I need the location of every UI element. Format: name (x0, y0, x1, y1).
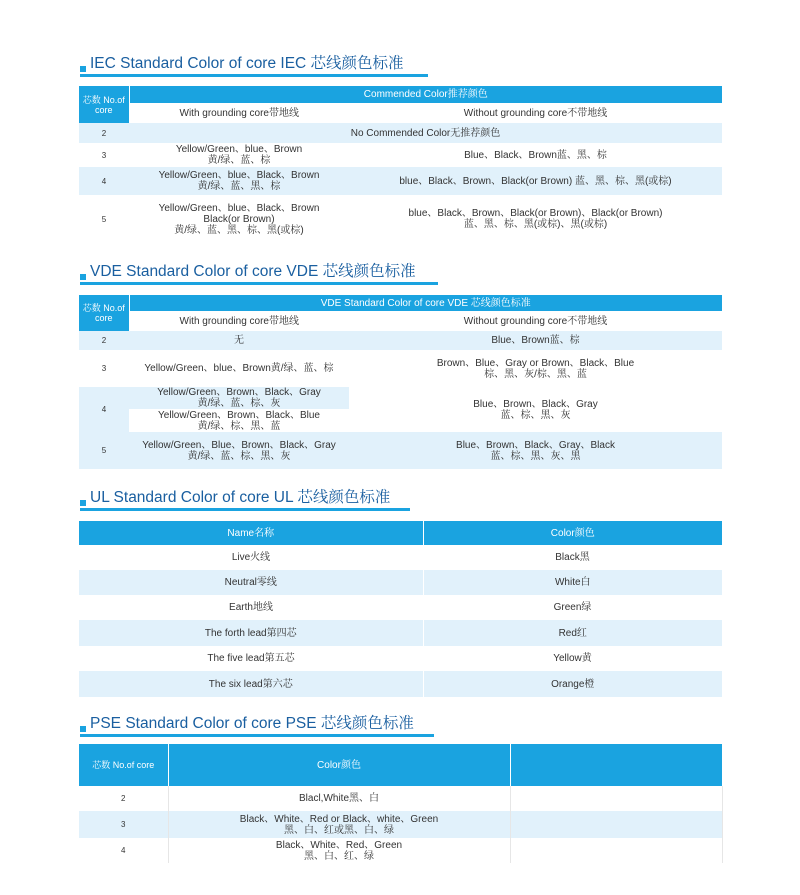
header-name: Name名称 (79, 521, 423, 545)
header-color: Color颜色 (423, 521, 722, 545)
header-core-count: 芯数 No.of core (79, 744, 168, 786)
core-count: 3 (79, 811, 168, 838)
with-grounding-cell: Yellow/Green、Brown、Black、Blue 黄/绿、棕、黑、蓝 (129, 409, 349, 432)
without-grounding-cell: Blue、Brown、Black、Gray 蓝、棕、黑、灰 (349, 387, 722, 432)
lead-color-cell: Orange橙 (423, 671, 722, 697)
lead-name-cell: The five lead第五芯 (79, 646, 423, 671)
without-grounding-cell: Blue、Brown、Black、Gray、Black 蓝、棕、黑、灰、黑 (349, 432, 722, 469)
vde-table (79, 295, 722, 469)
ul-section-title: UL Standard Color of core UL 芯线颜色标准 (80, 481, 390, 507)
core-count: 4 (79, 838, 168, 863)
without-grounding-cell: Blue、Brown蓝、棕 (349, 331, 722, 350)
core-count: 3 (79, 350, 129, 387)
header-with-grounding: With grounding core带地线 (129, 311, 349, 331)
with-grounding-cell: Yellow/Green、blue、Brown黄/绿、蓝、棕 (129, 350, 349, 387)
with-grounding-cell: Yellow/Green、Brown、Black、Gray 黄/绿、蓝、棕、灰 (129, 387, 349, 409)
iec-section-title: IEC Standard Color of core IEC 芯线颜色标准 (80, 47, 404, 73)
with-grounding-cell: Yellow/Green、blue、Black、Brown 黄/绿、蓝、黑、棕 (129, 167, 349, 195)
empty-cell (510, 786, 722, 811)
ul-table (79, 521, 722, 697)
lead-name-cell: Earth地线 (79, 595, 423, 620)
header-standard: VDE Standard Color of core VDE 芯线颜色标准 (129, 295, 722, 311)
with-grounding-cell: Yellow/Green、blue、Black、Brown Black(or Brown) 黄/绿、蓝、黑、棕、黑(或棕) (129, 195, 349, 243)
core-count: 5 (79, 432, 129, 469)
core-count: 2 (79, 331, 129, 350)
header-core-count: 芯数 No.of core (79, 86, 129, 123)
without-grounding-cell: Blue、Black、Brown蓝、黑、棕 (349, 143, 722, 167)
empty-cell (510, 811, 722, 838)
header-empty (510, 744, 722, 786)
with-grounding-cell: Yellow/Green、Blue、Brown、Black、Gray 黄/绿、蓝、棕、黑、灰 (129, 432, 349, 469)
core-count: 4 (79, 387, 129, 432)
header-commended-color: Commended Color推荐颜色 (129, 86, 722, 103)
header-without-grounding: Without grounding core不带地线 (349, 311, 722, 331)
header-with-grounding: With grounding core带地线 (129, 103, 349, 123)
lead-color-cell: Black黑 (423, 545, 722, 570)
lead-name-cell: The forth lead第四芯 (79, 620, 423, 646)
lead-color-cell: Yellow黄 (423, 646, 722, 671)
title-marker-icon (80, 66, 86, 72)
lead-name-cell: Neutral零线 (79, 570, 423, 595)
title-marker-icon (80, 726, 86, 732)
core-count: 3 (79, 143, 129, 167)
empty-cell (510, 838, 722, 863)
core-count: 2 (79, 123, 129, 143)
without-grounding-cell: blue、Black、Brown、Black(or Brown) 蓝、黑、棕、黑(或棕) (349, 167, 722, 195)
title-marker-icon (80, 500, 86, 506)
lead-name-cell: Live火线 (79, 545, 423, 570)
header-core-count: 芯数 No.of core (79, 295, 129, 331)
pse-section-title: PSE Standard Color of core PSE 芯线颜色标准 (80, 707, 414, 733)
header-color: Color颜色 (168, 744, 510, 786)
lead-name-cell: The six lead第六芯 (79, 671, 423, 697)
pse-table (79, 744, 723, 863)
without-grounding-cell: blue、Black、Brown、Black(or Brown)、Black(or Brown) 蓝、黑、棕、黑(或棕)、黑(或棕) (349, 195, 722, 243)
lead-color-cell: White白 (423, 570, 722, 595)
with-grounding-cell: Yellow/Green、blue、Brown 黄/绿、蓝、棕 (129, 143, 349, 167)
lead-color-cell: Green绿 (423, 595, 722, 620)
core-count: 2 (79, 786, 168, 811)
lead-color-cell: Red红 (423, 620, 722, 646)
header-without-grounding: Without grounding core不带地线 (349, 103, 722, 123)
no-commended-color: No Commended Color无推荐颜色 (129, 123, 722, 143)
core-count: 5 (79, 195, 129, 243)
color-cell: Blacl,White黑、白 (168, 786, 510, 811)
iec-table (79, 86, 722, 243)
vde-section-title: VDE Standard Color of core VDE 芯线颜色标准 (80, 255, 416, 281)
without-grounding-cell: Brown、Blue、Gray or Brown、Black、Blue 棕、黑、灰/棕、黑、蓝 (349, 350, 722, 387)
color-cell: Black、White、Red、Green 黑、白、红、绿 (168, 838, 510, 863)
core-count: 4 (79, 167, 129, 195)
color-cell: Black、White、Red or Black、white、Green 黑、白、红或黑、白、绿 (168, 811, 510, 838)
with-grounding-cell: 无 (129, 331, 349, 350)
title-marker-icon (80, 274, 86, 280)
